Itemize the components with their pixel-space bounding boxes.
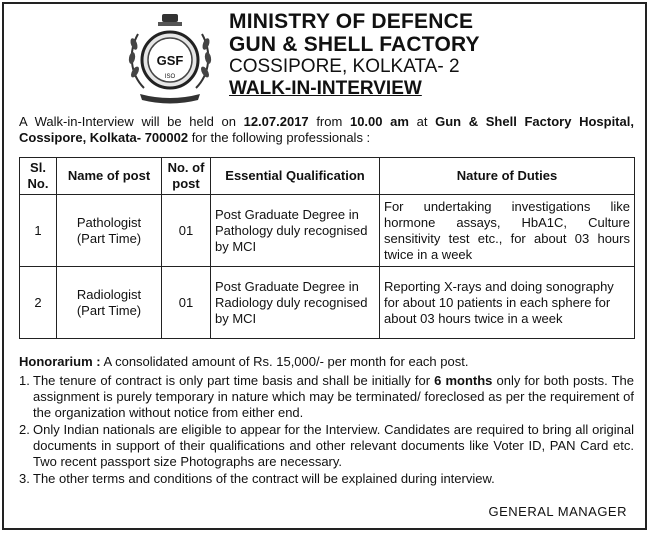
- header: [4, 4, 645, 108]
- table-header-row: [20, 158, 635, 195]
- row-sl-no: 1: [20, 195, 57, 267]
- row-sl-no: 2: [20, 267, 57, 339]
- emblem-text: GSF: [156, 53, 184, 68]
- factory-emblem-icon: [124, 10, 216, 104]
- factory-title: GUN & SHELL FACTORY: [229, 33, 480, 56]
- terms-list: [19, 373, 634, 488]
- emblem-subtext: ISO: [164, 74, 176, 80]
- term-text: The tenure of contract is only part time basis and shall be initially for: [33, 373, 435, 388]
- list-item: [19, 373, 634, 421]
- term-duration: 6 months: [434, 373, 493, 388]
- intro-text-3: at: [408, 114, 436, 129]
- intro-text-1: A Walk-in-Interview will be held on: [19, 114, 244, 129]
- row-duties: Reporting X-rays and doing sonography for about 10 patients in each sphere for about 03 hours twice in a week: [380, 267, 635, 339]
- header-qualification: Essential Qualification: [211, 158, 380, 195]
- honorarium-label: Honorarium :: [19, 354, 101, 369]
- row-qualification: Post Graduate Degree in Pathology duly recognised by MCI: [211, 195, 380, 267]
- intro-text-2: from: [308, 114, 350, 129]
- interview-date: 12.07.2017: [243, 114, 309, 129]
- list-item: [19, 471, 634, 487]
- ministry-title: MINISTRY OF DEFENCE: [229, 10, 474, 33]
- header-post-count: No. of post: [162, 158, 211, 195]
- header-post-name: Name of post: [57, 158, 162, 195]
- term-text-cont: only for both posts. The assignment is purely temporary in nature which may be terminated/ foreclosed as per the requirement of the organization without notice from either end.: [33, 373, 634, 420]
- advertisement-page: [2, 2, 647, 530]
- row-post-count: 01: [162, 195, 211, 267]
- honorarium-line: [19, 354, 634, 370]
- row-post-name: Pathologist (Part Time): [57, 195, 162, 267]
- table-row: [20, 267, 635, 339]
- term-number: 3.: [19, 471, 30, 486]
- header-text-block: [229, 10, 480, 100]
- row-post-name: Radiologist (Part Time): [57, 267, 162, 339]
- row-post-count: 01: [162, 267, 211, 339]
- row-qualification: Post Graduate Degree in Radiology duly recognised by MCI: [211, 267, 380, 339]
- term-text: Only Indian nationals are eligible to appear for the Interview. Candidates are required to bring all original documents in support of their qualifications and other relevant documents like Voter ID, PAN Card etc. Two recent passport size Photographs are necessary.: [33, 422, 634, 469]
- interview-time: 10.00 am: [349, 114, 409, 129]
- intro-text-4: for the following professionals :: [188, 130, 371, 145]
- row-duties: For undertaking investigations like hormone assays, HbA1C, Culture sensitivity test etc., for about 03 hours twice in a week: [380, 195, 635, 267]
- intro-paragraph: [19, 114, 634, 146]
- interview-venue: Gun & Shell Factory Hospital, Cossipore, Kolkata- 700002: [19, 114, 634, 145]
- table-row: [20, 195, 635, 267]
- term-text: The other terms and conditions of the contract will be explained during interview.: [33, 471, 495, 486]
- header-duties: Nature of Duties: [380, 158, 635, 195]
- list-item: [19, 422, 634, 470]
- notice-title: WALK-IN-INTERVIEW: [229, 78, 422, 99]
- header-sl-no: Sl. No.: [20, 158, 57, 195]
- honorarium-text: A consolidated amount of Rs. 15,000/- per month for each post.: [100, 354, 469, 369]
- signatory: GENERAL MANAGER: [488, 504, 627, 519]
- address-line: COSSIPORE, KOLKATA- 2: [229, 56, 460, 77]
- term-number: 2.: [19, 422, 30, 437]
- posts-table: [19, 157, 635, 339]
- term-number: 1.: [19, 373, 30, 388]
